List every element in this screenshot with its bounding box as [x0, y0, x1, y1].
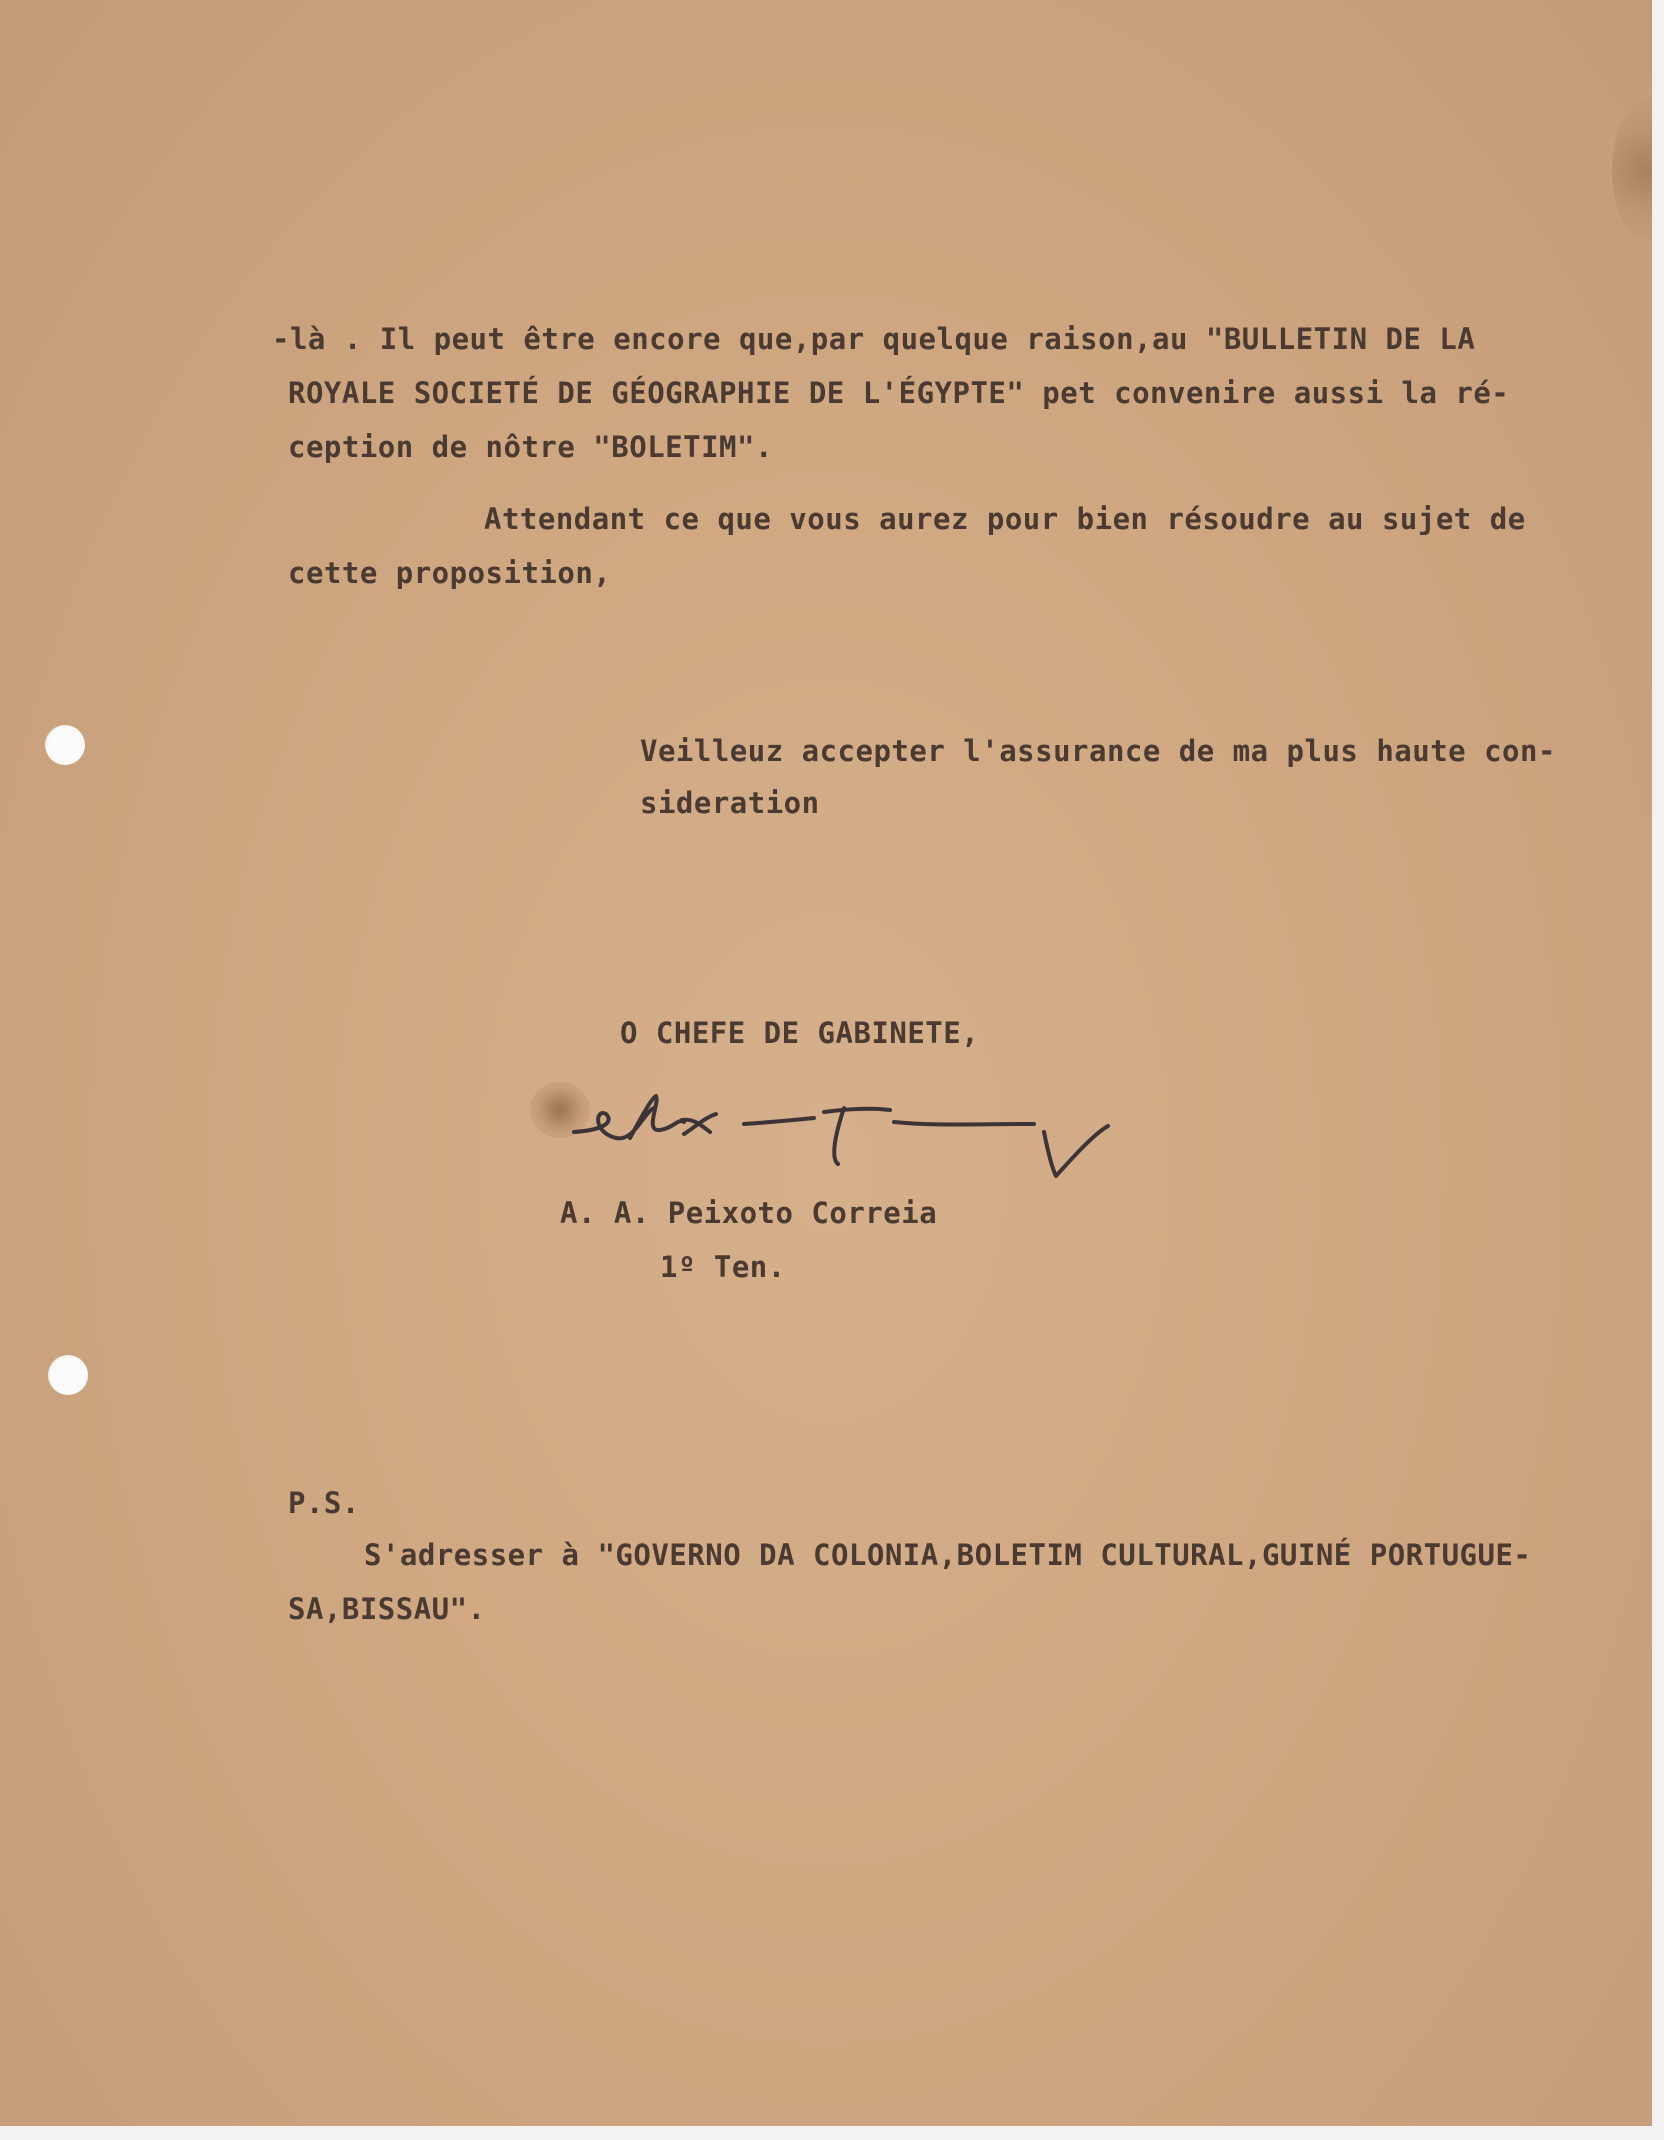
body-line-3: ception de nôtre "BOLETIM". [288, 430, 773, 464]
handwritten-signature [534, 1072, 1174, 1192]
closing-request-line-1: Attendant ce que vous aurez pour bien résoudre au sujet de [484, 502, 1526, 536]
body-line-1: -là . Il peut être encore que,par quelque raison,au "BULLETIN DE LA [272, 322, 1476, 356]
body-line-2: ROYALE SOCIETÉ DE GÉOGRAPHIE DE L'ÉGYPTE" pet convenire aussi la ré- [288, 376, 1510, 410]
scan-border-bottom [0, 2126, 1664, 2140]
signatory-name: A. A. Peixoto Correia [560, 1196, 938, 1230]
punch-hole-bottom [48, 1355, 88, 1395]
punch-hole-top [45, 725, 85, 765]
closing-request-line-2: cette proposition, [288, 556, 612, 590]
postscript-line-2: SA,BISSAU". [288, 1592, 486, 1626]
postscript-line-1: S'adresser à "GOVERNO DA COLONIA,BOLETIM CULTURAL,GUINÉ PORTUGUE- [364, 1538, 1532, 1572]
scan-border-right [1652, 0, 1664, 2140]
paper-stain [1612, 100, 1652, 240]
signatory-title: O CHEFE DE GABINETE, [620, 1016, 980, 1050]
signatory-rank: 1º Ten. [660, 1250, 786, 1284]
salutation-line-2: sideration [640, 786, 820, 820]
salutation-line-1: Veilleuz accepter l'assurance de ma plus haute con- [640, 734, 1556, 768]
postscript-label: P.S. [288, 1486, 360, 1520]
